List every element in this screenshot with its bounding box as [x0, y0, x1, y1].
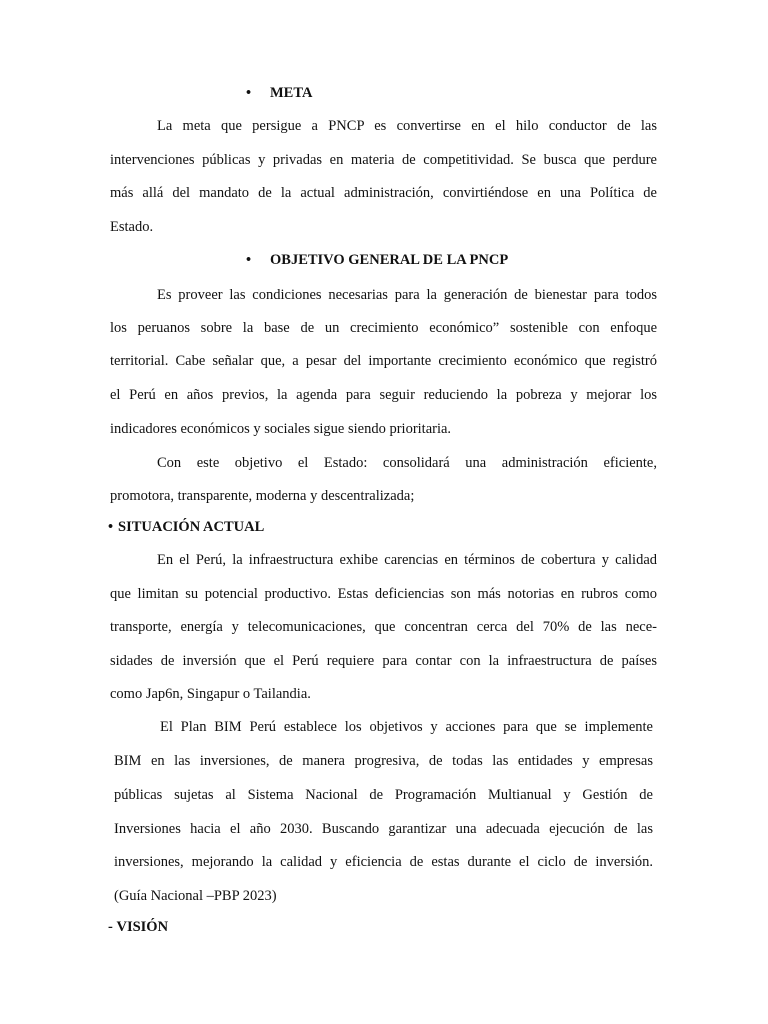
paragraph-line: Inversiones hacia el año 2030. Buscando garantizar una adecuada ejecución de las — [114, 821, 653, 837]
paragraph-line: indicadores económicos y sociales sigue siendo prioritaria. — [110, 421, 452, 437]
paragraph-line: BIM en las inversiones, de manera progresiva, de todas las entidades y empresas — [114, 753, 653, 769]
section-heading-vision — [108, 918, 168, 936]
paragraph-line: como Jap6n, Singapur o Tailandia. — [110, 686, 311, 702]
paragraph-line: En el Perú, la infraestructura exhibe carencias en términos de cobertura y calidad — [157, 552, 657, 568]
paragraph-line: Estado. — [110, 219, 154, 235]
paragraph-line: La meta que persigue a PNCP es convertirse en el hilo conductor de las — [157, 118, 657, 134]
heading-text: OBJETIVO GENERAL DE LA PNCP — [270, 252, 509, 268]
paragraph-line: públicas sujetas al Sistema Nacional de Programación Multianual y Gestión de — [114, 787, 653, 803]
heading-text: META — [270, 85, 313, 101]
bullet-icon: • — [246, 85, 252, 101]
paragraph-line: Es proveer las condiciones necesarias para la generación de bienestar para todos — [157, 287, 657, 303]
bullet-icon: • — [246, 252, 252, 268]
paragraph-line: que limitan su potencial productivo. Estas deficiencias son más notorias en rubros como — [110, 586, 657, 602]
paragraph-line: intervenciones públicas y privadas en materia de competitividad. Se busca que perdure — [110, 152, 657, 168]
dash-marker: - — [108, 919, 113, 935]
bullet-icon: • — [108, 519, 114, 535]
section-heading-situacion — [108, 518, 264, 536]
paragraph-line: transporte, energía y telecomunicaciones, que concentran cerca del 70% de las nece- — [110, 619, 657, 635]
paragraph-line: inversiones, mejorando la calidad y eficiencia de estas durante el ciclo de inversión. — [114, 854, 653, 870]
paragraph-line: Con este objetivo el Estado: consolidará una administración eficiente, — [157, 455, 657, 471]
heading-text: VISIÓN — [116, 919, 169, 935]
citation-line: (Guía Nacional –PBP 2023) — [114, 888, 277, 904]
paragraph-line: sidades de inversión que el Perú requiere para contar con la infraestructura de países — [110, 653, 657, 669]
paragraph-line: El Plan BIM Perú establece los objetivos y acciones para que se implemente — [160, 719, 653, 735]
paragraph-line: el Perú en años previos, la agenda para seguir reduciendo la pobreza y mejorar los — [110, 387, 657, 403]
paragraph-line: promotora, transparente, moderna y descentralizada; — [110, 488, 415, 504]
heading-text: SITUACIÓN ACTUAL — [118, 519, 265, 535]
paragraph-line: territorial. Cabe señalar que, a pesar del importante crecimiento económico que registró — [110, 353, 657, 369]
paragraph-line: los peruanos sobre la base de un crecimiento económico” sostenible con enfoque — [110, 320, 657, 336]
section-heading-objetivo — [246, 251, 508, 269]
section-heading-meta — [246, 84, 312, 102]
paragraph-line: más allá del mandato de la actual administración, convirtiéndose en una Política de — [110, 185, 657, 201]
